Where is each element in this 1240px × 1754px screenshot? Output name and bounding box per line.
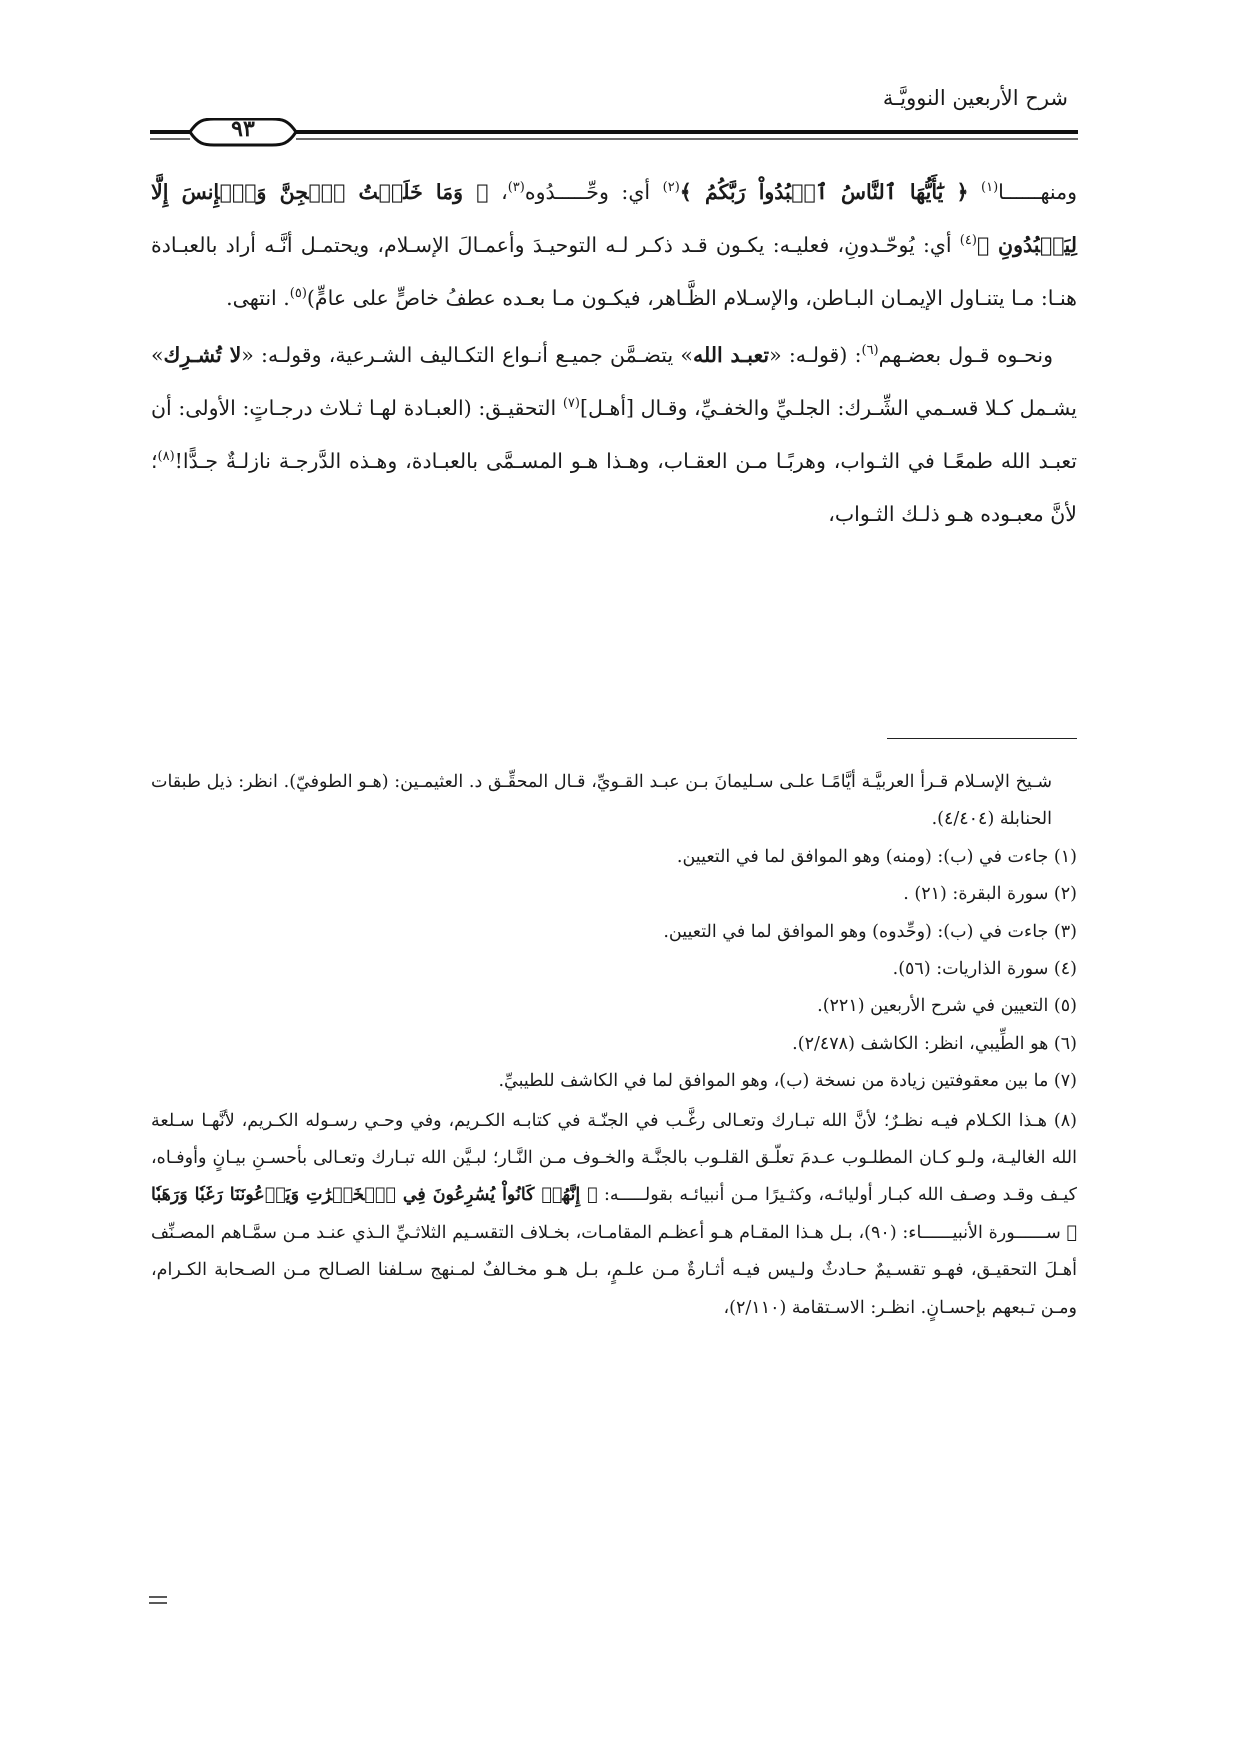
text-run: ؛ لأنَّ معبـوده هـو ذلـك الثـواب،	[151, 449, 1077, 526]
text-run: (٨) هـذا الكـلام فيـه نظـرٌ؛ لأنَّ الله تبـارك وتعـالى رغَّـب في الجنّـة في كتابـه الكـريم، وفي وحـي رسـوله الكـريم، لأنَّهـا سـلعة الله الغاليـة، ولـو كـان المطلـوب عـدمَ تعلّـق القلـوب بالجنَّـة والخـوف مـن النَّـار؛ لبـيَّن الله تبـارك وتعـالى بأحسـنِ بيـانٍ وأوفـاه، كيـف وقـد وصـف الله كبـار أوليائـه، وكثـيرًا مـن أنبيائـه بقولـــــه:	[151, 1110, 1077, 1206]
footnote-ref: (١)	[981, 180, 999, 196]
page-number: ٩٣	[231, 116, 255, 142]
footnote-continuation: شـيخ الإسـلام قـرأ العربيَّـة أيَّامًـا علـى سـليمانَ بـن عبـد القـويِّ، قـال المحقِّـق د. العثيمـين: (هـو الطوفيّ). انظر: ذيل طبقات الحنابلة (٤/٤٠٤).	[151, 772, 1052, 830]
text-run: » يتضـمَّن جميـع أنـواع التكـاليف الشـرعية، وقولـه: «	[241, 343, 693, 367]
footnote-3: (٣) جاءت في (ب): (وحِّدوه) وهو الموافق لما في التعيين.	[663, 921, 1077, 942]
text-run: . انتهى.	[226, 286, 290, 310]
footnote-1: (١) جاءت في (ب): (ومنه) وهو الموافق لما في التعيين.	[676, 846, 1077, 867]
header-rule	[150, 118, 1078, 158]
text-run: » يشـمل كـلا قسـمي الشِّـرك: الجلـيِّ والخفـيِّ، وقـال [أهـل]	[151, 343, 1077, 420]
running-title: شرح الأربعين النوويَّـة	[882, 86, 1068, 110]
paragraph-1	[151, 166, 1077, 325]
text-run: أي: وحِّـــــدُوه	[524, 180, 663, 204]
footnote-5: (٥) التعيين في شرح الأربعين (٢٢١).	[817, 996, 1077, 1017]
footnote-ref: (٤)	[959, 233, 977, 249]
footnote-ref: (٧)	[562, 396, 580, 412]
footnote-ref: (٨)	[157, 449, 175, 465]
text-run: ومنهــــــا	[998, 180, 1077, 204]
bold-phrase: تعبـد الله	[692, 343, 770, 367]
footnotes	[151, 764, 1077, 1327]
text-run: ســــــورة الأنبيــــــاء: (٩٠)، بـل هـذا المقـام هـو أعظـم المقامـات، بخـلاف التقسـيم الثلاثـيِّ الـذي عنـد مـن سمَّـاهم المصـنِّف أهـلَ التحقيـق، فهـو تقسـيمٌ حـادثٌ ولـيس فيـه أثـارةٌ مـن علـمٍ، بـل هـو مخـالفٌ لمـنهج سـلفنا الصـالح مـن الصـحابة الكـرام، ومـن تـبعهم بإحسـانٍ. انظـر: الاسـتقامة (٢/١١٠)،	[151, 1222, 1077, 1318]
footnote-6: (٦) هو الطِّيبي، انظر: الكاشف (٢/٤٧٨).	[792, 1033, 1077, 1054]
footnote-8	[151, 1103, 1077, 1327]
footnote-2: (٢) سورة البقرة: (٢١) .	[903, 884, 1077, 905]
text-run: ،	[488, 180, 508, 204]
text-run: : (قولـه: «	[769, 343, 862, 367]
text-run: التحقيـق: (العبـادة لهـا ثـلاث درجـاتٍ: الأولى: أن تعبـد الله طمعًـا في الثـواب، وهربًـا مـن العقـاب، وهـذا هـو المسـمَّى بالعبـادة، وهـذه الدَّرجـة نازلـةٌ جـدًّا!	[151, 396, 1077, 473]
footnote-ref: (٣)	[507, 180, 525, 196]
footnote-ref: (٥)	[289, 286, 307, 302]
bold-phrase: لا تُشـرِك	[163, 343, 242, 367]
continuation-mark	[148, 1595, 168, 1605]
footnote-4: (٤) سورة الذاريات: (٥٦).	[892, 959, 1077, 980]
quran-verse: ﴿ إِنَّهُمۡ كَانُواْ يُسَٰرِعُونَ فِي ٱلۡخَيۡرَٰتِ وَيَدۡعُونَنَا رَغَبٗا وَرَهَبٗا ﴾	[151, 1185, 1077, 1243]
text-run: ونحـوه قـول بعضـهم	[878, 343, 1053, 367]
footnote-separator	[887, 738, 1077, 739]
footnote-ref: (٢)	[662, 180, 680, 196]
text-run: أي: يُوحّـدونِ، فعليـه: يكـون قـد ذكـر لـه التوحيـدَ وأعمـالَ الإسـلام، ويحتمـل أنَّـه أراد بالعبـادة هنـا: مـا يتنـاول الإيمـان البـاطن، والإسـلام الظَّـاهر، فيكـون مـا بعـده عطفُ خاصٍّ على عامٍّ)	[151, 233, 1077, 310]
paragraph-2	[151, 329, 1077, 541]
quran-verse: ﴿ وَمَا خَلَقۡتُ ٱلۡجِنَّ وَٱلۡإِنسَ إِلَّا لِيَعۡبُدُونِ ﴾	[151, 180, 1077, 257]
footnote-7: (٧) ما بين معقوفتين زيادة من نسخة (ب)، وهو الموافق لما في الكاشف للطيبيِّ.	[498, 1071, 1077, 1092]
footnote-ref: (٦)	[861, 343, 879, 359]
quran-verse: ﴿ يَٰٓأَيُّهَا ٱلنَّاسُ ٱعۡبُدُواْ رَبَّكُمُ ﴾	[679, 180, 969, 204]
main-text	[151, 166, 1077, 541]
